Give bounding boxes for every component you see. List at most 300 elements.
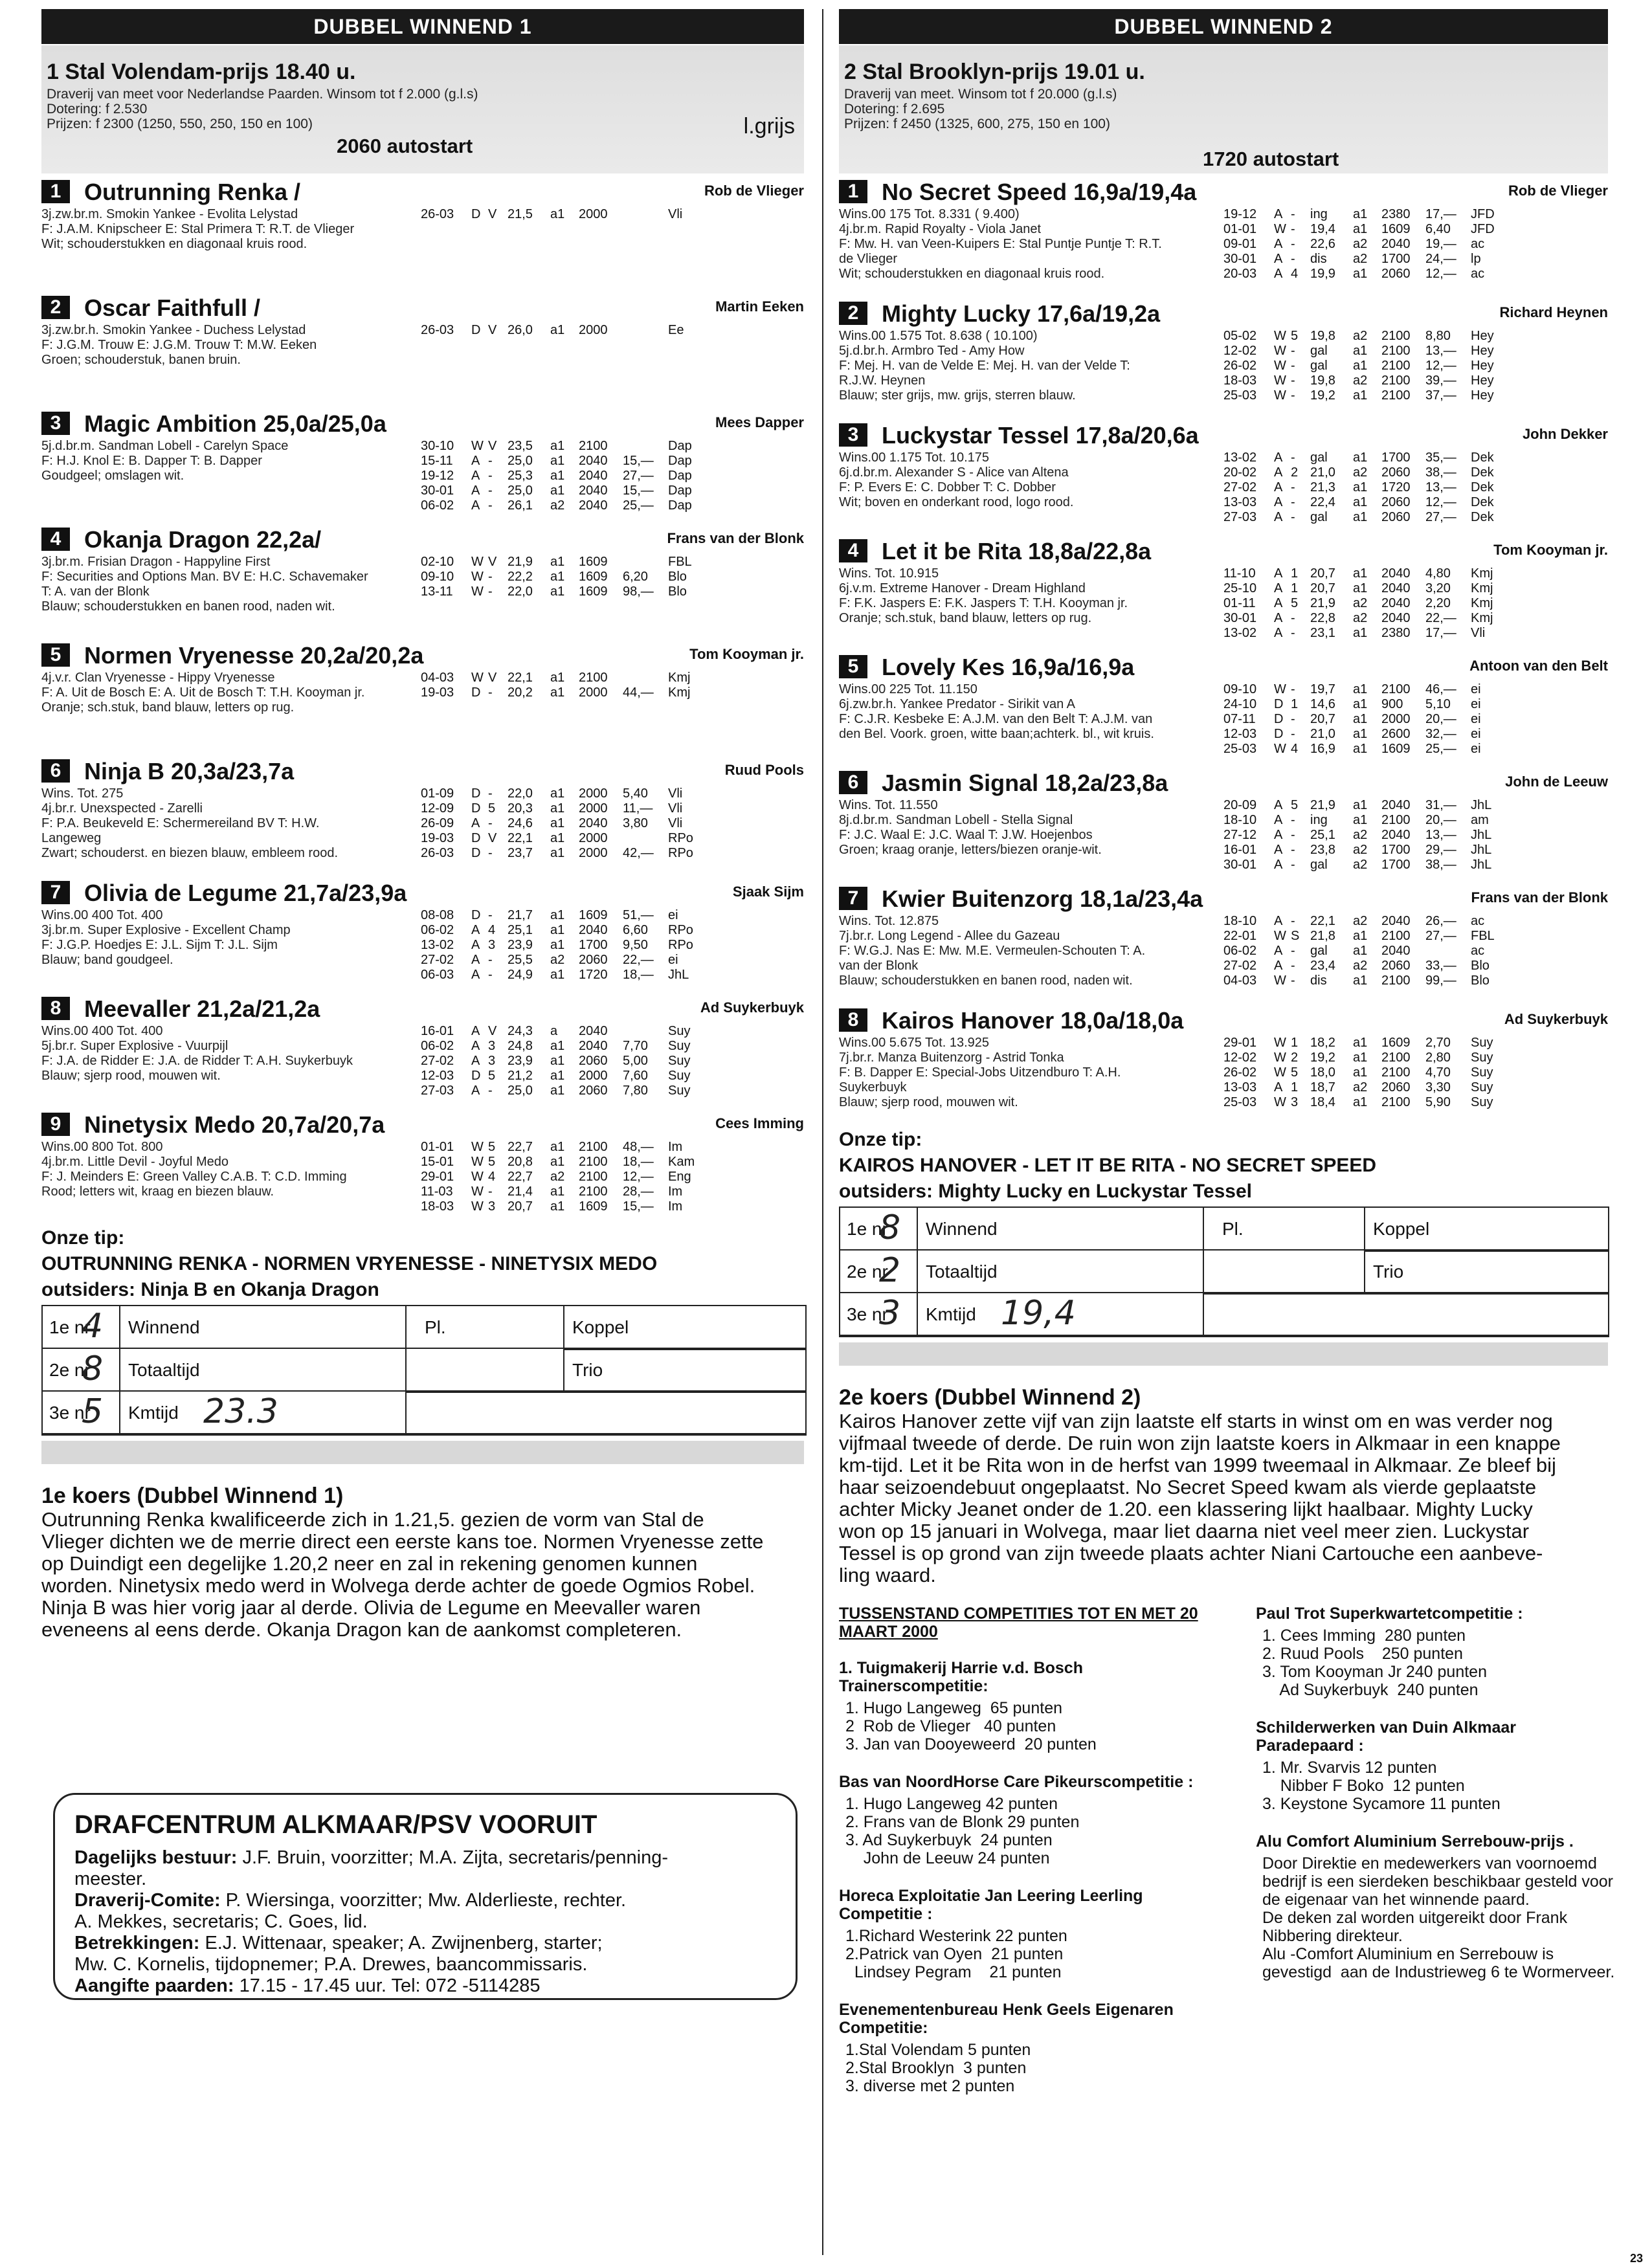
result-cell: Suy [1471,1065,1493,1080]
result-cell: 1609 [1381,222,1411,236]
horse-info [41,323,317,368]
cell-line [405,1349,407,1390]
result-cell: 1 [1291,566,1299,581]
result-cell: a2 [1353,596,1368,610]
trainer-name: Richard Heynen [1499,304,1608,320]
result-cell: ac [1471,944,1485,958]
tip-picks: OUTRUNNING RENKA - NORMEN VRYENESSE - NINETYSIX MEDO [41,1253,658,1274]
result-cell: - [488,953,493,967]
cell-line [1203,1251,1204,1292]
result-cell: 12-03 [1223,727,1257,741]
result-cell: 1700 [1381,858,1411,872]
info-line: 3j.zw.br.h. Smokin Yankee - Duchess Lelystad [41,323,306,337]
result-cell: 19-12 [421,469,454,483]
info-line: Blauw; band goudgeel. [41,953,173,967]
result-cell: RPo [668,938,693,952]
preview-text [839,1410,1608,1586]
result-cell: Dap [668,454,692,468]
result-cell: D [471,831,481,845]
result-cell: a1 [550,1199,565,1214]
result-cell: Dek [1471,480,1494,495]
result-cell: D [471,685,481,700]
result-cell: 48,— [623,1140,654,1154]
result-cell: a1 [550,584,565,599]
result-cell: D [471,908,481,922]
result-cell: 27,— [1425,929,1457,943]
result-cell: 26,— [1425,914,1457,928]
result-cell: 06-02 [421,498,454,513]
club-line-text: meester. [74,1869,147,1889]
result-cell: D [471,801,481,816]
result-cell: a1 [550,671,565,685]
result-cell: V [488,323,497,337]
result-cell: JFD [1471,222,1495,236]
tip-label: Totaaltijd [926,1262,998,1282]
result-cell: 16,9 [1310,742,1335,756]
page-number: 23 [1629,2252,1643,2265]
info-line: Goudgeel; omslagen wit. [41,469,184,483]
info-line: Langeweg [41,831,102,845]
result-cell: - [1291,843,1295,857]
result-cell: 1609 [579,555,608,569]
horse-header [839,1006,1608,1032]
result-cell: 1609 [579,570,608,584]
result-cell: 35,— [1425,450,1457,465]
result-cell: 42,— [623,846,654,860]
result-cell: Dek [1471,510,1494,524]
result-cell: a1 [550,816,565,830]
tip-title: Onze tip: [41,1227,125,1249]
result-cell: A [471,469,480,483]
standings-item: 2.Patrick van Oyen 21 punten [845,1945,1064,1963]
result-cell: 22,1 [508,671,533,685]
horse-name: Magic Ambition 25,0a/25,0a [84,410,386,437]
tip-nr: 1e nr [49,1317,91,1337]
result-cell: W [471,1170,484,1184]
info-line: Blauw; ster grijs, mw. grijs, sterren blauw. [839,388,1076,403]
horse-header [839,652,1608,678]
handwritten-number: 4 [82,1307,104,1346]
result-row [421,831,707,846]
result-cell: 23,1 [1310,626,1335,640]
result-row [1223,959,1510,973]
horse-info [839,207,1162,282]
club-line-text: A. Mekkes, secretaris; C. Goes, lid. [74,1911,368,1932]
result-cell: - [488,816,493,830]
result-cell: 23,9 [508,1054,533,1068]
result-cell: a1 [550,908,565,922]
result-cell: 25,0 [508,484,533,498]
horse-name: Meevaller 21,2a/21,2a [84,995,320,1022]
result-cell: am [1471,813,1489,827]
result-cell: 01-01 [421,1140,454,1154]
result-cell: D [1274,712,1284,726]
standings-heading: Horeca Exploitatie Jan Leering Leerling [839,1887,1143,1905]
standings-left [839,1659,1227,2095]
result-cell: 30-01 [421,484,454,498]
info-line: 7j.br.r. Long Legend - Allee du Gazeau [839,929,1060,943]
result-cell: 19-03 [421,685,454,700]
result-cell: 09-10 [421,570,454,584]
result-row [1223,712,1510,727]
standings-heading: Competitie : [839,1905,933,1923]
horse-name: Okanja Dragon 22,2a/ [84,526,322,553]
result-cell: W [471,584,484,599]
result-cell: 21,0 [1310,727,1335,741]
result-cell: 20,7 [508,1199,533,1214]
result-cell: - [488,1084,493,1098]
result-cell: 12,— [1425,495,1457,509]
result-cell: W [471,555,484,569]
result-cell: 2100 [579,671,608,685]
preview-text [41,1509,804,1641]
result-row [421,1069,707,1084]
result-cell: - [1291,480,1295,495]
result-cell: 2000 [579,323,608,337]
result-row [1223,914,1510,929]
result-cell: A [1274,626,1283,640]
result-row [421,938,707,953]
result-cell: 4 [1291,267,1299,281]
result-cell: 25-03 [1223,742,1257,756]
result-cell: 13-11 [421,584,453,599]
result-cell: 39,— [1425,373,1457,388]
trainer-name: Cees Imming [715,1115,804,1131]
result-cell: W [1274,344,1286,358]
result-row [421,1155,707,1170]
result-cell: Eng [668,1170,691,1184]
result-cell: 7,70 [623,1039,648,1053]
info-line: Zwart; schouderst. en biezen blauw, embleem rood. [41,846,339,860]
result-cell: 21,7 [508,908,533,922]
result-cell: 29,— [1425,843,1457,857]
result-cell: 22,— [1425,611,1457,625]
info-line: Wins.00 1.175 Tot. 10.175 [839,450,990,465]
result-cell: 11,— [623,801,653,816]
result-cell: 1609 [579,584,608,599]
result-row [1223,1036,1510,1051]
standings-group [1256,1605,1609,1699]
result-row [1223,1051,1510,1065]
club-lines [74,1847,776,1997]
result-cell: 2060 [579,953,608,967]
info-line: F: B. Dapper E: Special-Jobs Uitzendburo T: A.H. [839,1065,1121,1080]
race-title: 1 Stal Volendam-prijs 18.40 u. [47,60,356,84]
cell-line [1203,1208,1204,1249]
result-cell: a2 [1353,914,1368,928]
result-cell: Suy [1471,1080,1493,1095]
result-cell: 1700 [579,938,608,952]
results-table [421,555,707,599]
result-cell: 4 [488,1170,496,1184]
tip-form [41,1305,807,1436]
result-cell: Blo [668,584,687,599]
result-cell: 2040 [579,498,608,513]
preview-title: 2e koers (Dubbel Winnend 2) [839,1385,1141,1410]
result-cell: 24,6 [508,816,533,830]
race-conditions: Draverij van meet. Winsom tot f 20.000 (g.l.s) Dotering: f 2.695 Prijzen: f 2450 (1325, 600, 275, 150 en 100) [844,87,1117,131]
result-cell: ing [1310,813,1328,827]
info-line: de Vlieger [839,252,898,266]
result-cell: 2600 [1381,727,1411,741]
results-table [1223,566,1510,641]
result-cell: 4,70 [1425,1065,1451,1080]
race-info [839,45,1608,173]
result-cell: 5 [1291,596,1299,610]
result-cell: 46,— [1425,682,1457,696]
result-cell: 15-11 [421,454,453,468]
result-cell: - [488,685,493,700]
tip-section [839,1129,1608,1337]
info-line: Wins.00 175 Tot. 8.331 ( 9.400) [839,207,1020,221]
horse-entry [839,533,1608,649]
result-cell: 19,4 [1310,222,1335,236]
horse-entry [839,764,1608,880]
result-cell: - [488,498,493,513]
result-cell: A [1274,798,1283,812]
result-cell: 25,— [1425,742,1457,756]
result-cell: Vli [668,816,683,830]
tip-nr: 2e nr [847,1262,888,1282]
result-cell: 2040 [579,1024,608,1038]
result-cell: a1 [1353,697,1368,711]
result-cell: a1 [1353,581,1368,595]
result-cell: ei [668,953,678,967]
horse-name: Ninetysix Medo 20,7a/20,7a [84,1111,385,1138]
tip-label: Totaaltijd [128,1360,200,1380]
race-start: 1720 autostart [1203,148,1339,170]
result-row [421,484,707,498]
result-cell: 4,80 [1425,566,1451,581]
result-cell: 3 [488,938,496,952]
result-cell: 30-01 [1223,252,1257,266]
result-cell: Suy [1471,1036,1493,1050]
result-cell: 20-03 [1223,267,1257,281]
result-cell: 09-10 [1223,682,1257,696]
result-cell: Im [668,1140,683,1154]
result-cell: 1 [1291,1080,1299,1095]
result-cell: Im [668,1184,683,1199]
result-cell: 06-03 [421,968,454,982]
result-cell: 21,4 [508,1184,533,1199]
result-cell: - [1291,359,1295,373]
result-cell: a1 [550,685,565,700]
result-cell: 2100 [1381,329,1411,343]
result-cell: A [1274,252,1283,266]
result-cell: ei [1471,727,1481,741]
result-cell: 20,— [1425,813,1457,827]
result-cell: W [1274,1095,1286,1109]
horse-header [41,994,804,1020]
preview-line: haar seizoendebuut ongeplaatst. No Secret Speed kwam als vierde geplaatste [839,1476,1537,1498]
result-cell: 20-09 [1223,798,1257,812]
result-cell: 2100 [579,1155,608,1169]
result-cell: 3,20 [1425,581,1451,595]
handwritten-number: 8 [82,1350,104,1388]
horse-number: 5 [839,655,867,678]
club-line-text: P. Wiersinga, voorzitter; Mw. Alderlieste, rechter. [220,1890,627,1911]
result-cell: 17,— [1425,626,1457,640]
result-cell: 7,60 [623,1069,648,1083]
result-cell: 23,9 [508,938,533,952]
result-cell: a2 [1353,465,1368,480]
info-line: Wins. Tot. 11.550 [839,798,938,812]
result-cell: gal [1310,858,1328,872]
tip-koppel: Koppel [572,1317,629,1337]
results-table [421,908,707,983]
standings-group [839,1659,1227,1753]
horse-entry [839,173,1608,295]
result-cell: 12,— [1425,359,1457,373]
result-cell: - [1291,222,1295,236]
horse-name: Jasmin Signal 18,2a/23,8a [882,770,1168,796]
result-cell: A [471,1024,480,1038]
standings-heading: Paradepaard : [1256,1737,1364,1755]
result-cell: W [1274,373,1286,388]
result-cell: 20,7 [1310,581,1335,595]
horse-entry [41,637,804,753]
club-line-text: 17.15 - 17.45 uur. Tel: 072 -5114285 [234,1975,541,1996]
result-row [1223,973,1510,988]
cell-line [917,1208,918,1249]
horse-info [839,566,1128,626]
standings-heading: Evenementenbureau Henk Geels Eigenaren [839,2001,1174,2019]
result-cell: 2040 [579,484,608,498]
standings-item: De deken zal worden uitgereikt door Frank [1262,1909,1568,1927]
result-cell: 27-02 [1223,480,1257,495]
standings-heading: 1. Tuigmakerij Harrie v.d. Bosch [839,1659,1083,1677]
result-cell: 38,— [1425,858,1457,872]
result-row [1223,207,1510,222]
result-cell: - [1291,344,1295,358]
result-cell: A [1274,828,1283,842]
horse-name: Olivia de Legume 21,7a/23,9a [84,880,407,906]
result-cell: a1 [1353,450,1368,465]
result-cell: 2100 [1381,929,1411,943]
horse-header [839,421,1608,447]
result-cell: Hey [1471,373,1494,388]
tip-koppel: Koppel [1373,1219,1430,1239]
standings-item: 3. Tom Kooyman Jr 240 punten [1262,1663,1487,1681]
result-cell: 25-10 [1223,581,1257,595]
standings-items [839,1795,1227,1867]
result-cell: a2 [1353,237,1368,251]
result-cell: W [1274,929,1286,943]
result-cell: 2040 [1381,914,1411,928]
cell-line [917,1251,918,1292]
result-cell: 2100 [1381,813,1411,827]
result-cell: 2040 [579,454,608,468]
results-table [1223,914,1510,988]
tip-outsiders: outsiders: Ninja B en Okanja Dragon [41,1279,379,1300]
result-cell: 19-03 [421,831,454,845]
result-cell: a1 [550,1184,565,1199]
info-line: 8j.d.br.m. Sandman Lobell - Stella Signal [839,813,1073,827]
results-table [421,207,707,222]
result-cell: a1 [1353,480,1368,495]
result-cell: 8,80 [1425,329,1451,343]
result-cell: 24,3 [508,1024,533,1038]
info-line: Groen; kraag oranje, letters/biezen oranje-wit. [839,843,1102,857]
standings-item: Alu -Comfort Aluminium en Serrebouw is [1262,1945,1554,1963]
result-cell: 18,— [623,1155,654,1169]
result-row [1223,237,1510,252]
standings-group [1256,1718,1609,1813]
race-grade: l.grijs [743,114,795,139]
club-line [74,1847,776,1869]
horse-number: 3 [41,412,70,435]
result-row [421,786,707,801]
result-row [421,570,707,584]
result-cell: - [488,908,493,922]
result-cell: a [550,1024,558,1038]
result-row [1223,858,1510,873]
result-cell: a1 [550,484,565,498]
preview-title: 1e koers (Dubbel Winnend 1) [41,1484,344,1508]
result-cell: 18,— [623,968,654,982]
result-cell: 12,— [1425,267,1457,281]
results-table [421,1024,707,1098]
result-cell: a1 [550,846,565,860]
tip-trio: Trio [1373,1262,1404,1282]
result-cell: 2100 [1381,388,1411,403]
result-cell: 26-02 [1223,359,1257,373]
result-cell: 4 [1291,742,1299,756]
result-cell: 18,7 [1310,1080,1335,1095]
result-cell: A [1274,914,1283,928]
result-cell: 5 [488,1069,496,1083]
column-divider [822,9,823,2255]
info-line: Wit; boven en onderkant rood, logo rood. [839,495,1074,509]
result-cell: V [488,1024,497,1038]
info-line: F: J.C. Waal E: J.C. Waal T: J.W. Hoejenbos [839,828,1093,842]
result-cell: 9,50 [623,938,648,952]
result-cell: 29-01 [421,1170,454,1184]
result-row [421,923,707,938]
result-cell: 1 [1291,1036,1299,1050]
result-cell: 2040 [579,469,608,483]
club-line [74,1975,776,1997]
result-cell: a1 [550,786,565,801]
result-cell: 21,9 [1310,596,1335,610]
result-cell: 13-02 [1223,626,1257,640]
result-cell: a1 [1353,1051,1368,1065]
result-cell: a1 [1353,1095,1368,1109]
result-cell: JhL [668,968,689,982]
tip-label: Winnend [926,1219,998,1239]
result-cell: Dap [668,498,692,513]
result-cell: V [488,831,497,845]
result-cell: gal [1310,450,1328,465]
result-cell: a2 [1353,252,1368,266]
club-line-label: Draverij-Comite: [74,1890,221,1911]
result-cell: a2 [1353,373,1368,388]
info-line: 4j.br.m. Little Devil - Joyful Medo [41,1155,229,1169]
standings-heading: Bas van NoordHorse Care Pikeurscompetitie : [839,1773,1194,1791]
results-table [1223,798,1510,873]
preview-line: Ninja B was hier vorig jaar al derde. Olivia de Legume en Meevaller waren [41,1596,701,1619]
horse-name: Mighty Lucky 17,6a/19,2a [882,300,1161,327]
result-cell: V [488,555,497,569]
horse-entry [41,874,804,990]
result-cell: - [1291,944,1295,958]
result-cell: 1 [1291,697,1299,711]
result-cell: 18-10 [1223,813,1257,827]
tip-label: Kmtijd [926,1304,976,1324]
result-cell: a1 [1353,359,1368,373]
result-cell: 2 [1291,1051,1299,1065]
grey-band [839,1342,1608,1366]
